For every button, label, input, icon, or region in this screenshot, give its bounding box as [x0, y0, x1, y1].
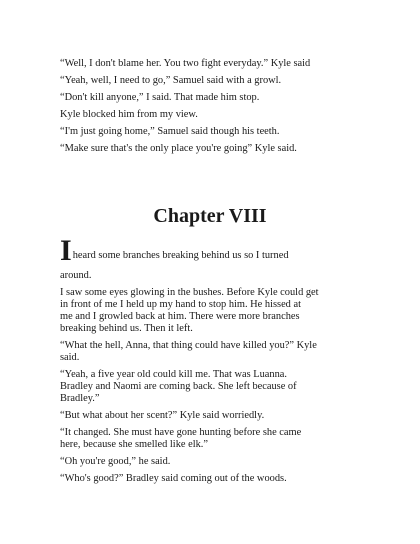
paragraph-line: Bradley.” — [60, 393, 100, 405]
dialogue-line: “I'm just going home,” Samuel said though his teeth. — [60, 126, 280, 138]
dialogue-line: “Make sure that's the only place you're going” Kyle said. — [60, 143, 297, 155]
paragraph-line: said. — [60, 352, 80, 364]
paragraph-line: “It changed. She must have gone hunting before she came — [60, 427, 302, 438]
previous-chapter-ending — [60, 58, 370, 161]
paragraph-line: “Yeah, a five year old could kill me. That was Luanna. — [60, 369, 287, 380]
paragraph — [60, 287, 360, 336]
dialogue-line: “Yeah, well, I need to go,” Samuel said with a growl. — [60, 75, 282, 87]
paragraph-line: “What the hell, Anna, that thing could have killed you?” Kyle — [60, 340, 317, 351]
paragraph — [60, 340, 360, 364]
paragraph-line: I saw some eyes glowing in the bushes. Before Kyle could get — [60, 286, 319, 298]
narration-line: Kyle blocked him from my view. — [60, 109, 198, 121]
dialogue-line: “Well, I don't blame her. You two fight everyday.” Kyle said — [60, 58, 311, 69]
chapter-body — [60, 234, 360, 490]
opening-continuation: around. — [60, 269, 92, 281]
paragraph — [60, 473, 360, 485]
chapter-opening-line — [60, 234, 360, 267]
paragraph-line: “But what about her scent?” Kyle said worriedly. — [60, 410, 265, 422]
paragraph-line: “Who's good?” Bradley said coming out of the woods. — [60, 472, 287, 484]
paragraph — [60, 456, 360, 468]
drop-cap: I — [60, 234, 72, 267]
paragraph-line: breaking behind us. Then it left. — [60, 323, 193, 335]
paragraph — [60, 427, 360, 451]
paragraph-line: “Oh you're good,” he said. — [60, 456, 171, 467]
paragraph — [60, 410, 360, 422]
dialogue-line: “Don't kill anyone,” I said. That made him stop. — [60, 92, 260, 104]
opening-text: heard some branches breaking behind us so I turned — [72, 250, 289, 261]
chapter-title: Chapter VIII — [153, 205, 267, 227]
paragraph-line: here, because she smelled like elk.” — [60, 439, 209, 451]
paragraph-line: me and I growled back at him. There were more branches — [60, 311, 300, 322]
paragraph — [60, 369, 360, 406]
paragraph-line: in front of me I held up my hand to stop him. He hissed at — [60, 298, 301, 310]
paragraph-line: Bradley and Naomi are coming back. She left because of — [60, 381, 297, 393]
